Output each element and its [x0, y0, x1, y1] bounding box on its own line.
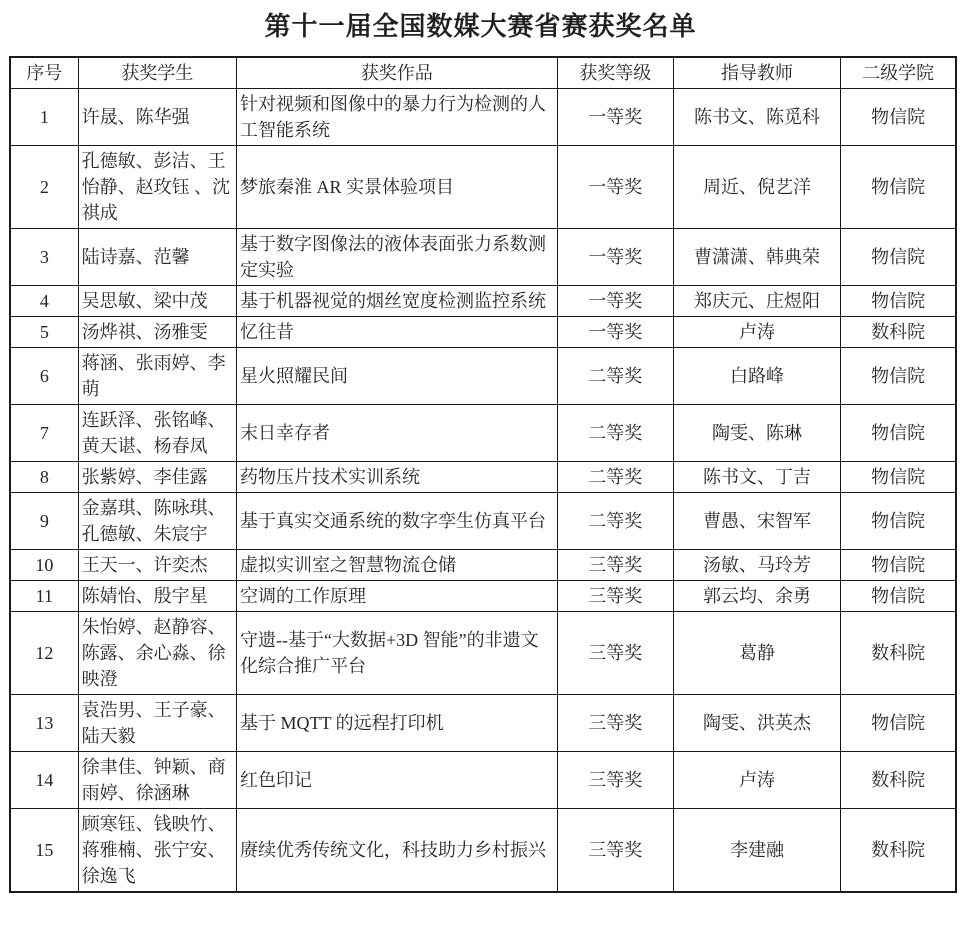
header-row — [10, 57, 956, 89]
cell-teachers: 白路峰 — [673, 348, 840, 405]
cell-college: 物信院 — [841, 405, 956, 462]
cell-no: 12 — [10, 612, 78, 695]
cell-students: 孔德敏、彭洁、王怡静、赵玫钰 、沈祺成 — [78, 146, 236, 229]
cell-teachers: 陶雯、陈琳 — [673, 405, 840, 462]
cell-students: 朱怡婷、赵静容、陈露、余心淼、徐映澄 — [78, 612, 236, 695]
cell-college: 物信院 — [841, 229, 956, 286]
header-college: 二级学院 — [841, 57, 956, 89]
cell-award: 一等奖 — [557, 89, 673, 146]
cell-award: 三等奖 — [557, 581, 673, 612]
cell-no: 15 — [10, 809, 78, 893]
cell-award: 一等奖 — [557, 146, 673, 229]
cell-award: 三等奖 — [557, 752, 673, 809]
cell-college: 物信院 — [841, 462, 956, 493]
cell-college: 物信院 — [841, 286, 956, 317]
cell-teachers: 李建融 — [673, 809, 840, 893]
cell-teachers: 曹潇潇、韩典荣 — [673, 229, 840, 286]
cell-teachers: 汤敏、马玲芳 — [673, 550, 840, 581]
cell-award: 三等奖 — [557, 695, 673, 752]
cell-no: 2 — [10, 146, 78, 229]
cell-award: 一等奖 — [557, 229, 673, 286]
table-row — [10, 229, 956, 286]
cell-work: 基于真实交通系统的数字孪生仿真平台 — [236, 493, 557, 550]
awards-table — [9, 56, 957, 893]
table-row — [10, 581, 956, 612]
cell-award: 二等奖 — [557, 348, 673, 405]
cell-college: 数科院 — [841, 752, 956, 809]
cell-college: 物信院 — [841, 146, 956, 229]
cell-students: 许晟、陈华强 — [78, 89, 236, 146]
table-row — [10, 493, 956, 550]
cell-college: 物信院 — [841, 581, 956, 612]
cell-college: 物信院 — [841, 348, 956, 405]
cell-work: 红色印记 — [236, 752, 557, 809]
header-teachers: 指导教师 — [673, 57, 840, 89]
cell-work: 忆往昔 — [236, 317, 557, 348]
cell-college: 数科院 — [841, 317, 956, 348]
cell-teachers: 卢涛 — [673, 752, 840, 809]
cell-award: 二等奖 — [557, 462, 673, 493]
header-no: 序号 — [10, 57, 78, 89]
cell-no: 9 — [10, 493, 78, 550]
cell-work: 守遗--基于“大数据+3D 智能”的非遗文化综合推广平台 — [236, 612, 557, 695]
cell-students: 金嘉琪、陈咏琪、孔德敏、朱宸宇 — [78, 493, 236, 550]
cell-students: 顾寒钰、钱映竹、蒋雅楠、张宁安、徐逸飞 — [78, 809, 236, 893]
table-row — [10, 317, 956, 348]
cell-teachers: 周近、倪艺洋 — [673, 146, 840, 229]
cell-teachers: 陈书文、陈觅科 — [673, 89, 840, 146]
cell-teachers: 郑庆元、庄煜阳 — [673, 286, 840, 317]
table-row — [10, 405, 956, 462]
cell-no: 6 — [10, 348, 78, 405]
cell-college: 物信院 — [841, 550, 956, 581]
cell-college: 数科院 — [841, 809, 956, 893]
cell-teachers: 卢涛 — [673, 317, 840, 348]
cell-work: 基于机器视觉的烟丝宽度检测监控系统 — [236, 286, 557, 317]
header-work: 获奖作品 — [236, 57, 557, 89]
table-row — [10, 462, 956, 493]
cell-no: 13 — [10, 695, 78, 752]
table-row — [10, 612, 956, 695]
cell-no: 4 — [10, 286, 78, 317]
cell-no: 11 — [10, 581, 78, 612]
cell-teachers: 郭云均、余勇 — [673, 581, 840, 612]
cell-award: 一等奖 — [557, 286, 673, 317]
cell-award: 二等奖 — [557, 493, 673, 550]
cell-work: 赓续优秀传统文化，科技助力乡村振兴 — [236, 809, 557, 893]
cell-teachers: 曹愚、宋智军 — [673, 493, 840, 550]
cell-work: 虚拟实训室之智慧物流仓储 — [236, 550, 557, 581]
header-award: 获奖等级 — [557, 57, 673, 89]
table-row — [10, 89, 956, 146]
cell-students: 连跃泽、张铭峰、黄天谌、杨春凤 — [78, 405, 236, 462]
cell-students: 张紫婷、李佳露 — [78, 462, 236, 493]
cell-college: 物信院 — [841, 493, 956, 550]
cell-no: 1 — [10, 89, 78, 146]
cell-work: 基于数字图像法的液体表面张力系数测定实验 — [236, 229, 557, 286]
cell-students: 徐聿佳、钟颖、商雨婷、徐涵琳 — [78, 752, 236, 809]
cell-no: 5 — [10, 317, 78, 348]
table-row — [10, 348, 956, 405]
table-row — [10, 752, 956, 809]
cell-work: 基于 MQTT 的远程打印机 — [236, 695, 557, 752]
awards-table-header — [10, 57, 956, 89]
table-row — [10, 695, 956, 752]
cell-award: 二等奖 — [557, 405, 673, 462]
cell-college: 物信院 — [841, 89, 956, 146]
cell-no: 14 — [10, 752, 78, 809]
cell-students: 陈婧怡、殷宇星 — [78, 581, 236, 612]
cell-college: 物信院 — [841, 695, 956, 752]
cell-work: 梦旅秦淮 AR 实景体验项目 — [236, 146, 557, 229]
awards-table-body — [10, 89, 956, 893]
cell-teachers: 陶雯、洪英杰 — [673, 695, 840, 752]
cell-teachers: 葛静 — [673, 612, 840, 695]
cell-students: 吴思敏、梁中茂 — [78, 286, 236, 317]
cell-award: 三等奖 — [557, 612, 673, 695]
cell-award: 三等奖 — [557, 550, 673, 581]
cell-college: 数科院 — [841, 612, 956, 695]
header-students: 获奖学生 — [78, 57, 236, 89]
cell-students: 袁浩男、王子豪、陆天毅 — [78, 695, 236, 752]
table-row — [10, 809, 956, 893]
cell-work: 星火照耀民间 — [236, 348, 557, 405]
cell-students: 蒋涵、张雨婷、李萌 — [78, 348, 236, 405]
cell-no: 8 — [10, 462, 78, 493]
cell-no: 10 — [10, 550, 78, 581]
cell-work: 针对视频和图像中的暴力行为检测的人工智能系统 — [236, 89, 557, 146]
table-row — [10, 286, 956, 317]
cell-teachers: 陈书文、丁吉 — [673, 462, 840, 493]
cell-work: 药物压片技术实训系统 — [236, 462, 557, 493]
cell-students: 汤烨祺、汤雅雯 — [78, 317, 236, 348]
cell-students: 王天一、许奕杰 — [78, 550, 236, 581]
cell-award: 三等奖 — [557, 809, 673, 893]
cell-no: 7 — [10, 405, 78, 462]
table-row — [10, 550, 956, 581]
cell-students: 陆诗嘉、范馨 — [78, 229, 236, 286]
page-title: 第十一届全国数媒大赛省赛获奖名单 — [264, 12, 697, 41]
cell-work: 空调的工作原理 — [236, 581, 557, 612]
cell-work: 末日幸存者 — [236, 405, 557, 462]
table-row — [10, 146, 956, 229]
cell-no: 3 — [10, 229, 78, 286]
cell-award: 一等奖 — [557, 317, 673, 348]
